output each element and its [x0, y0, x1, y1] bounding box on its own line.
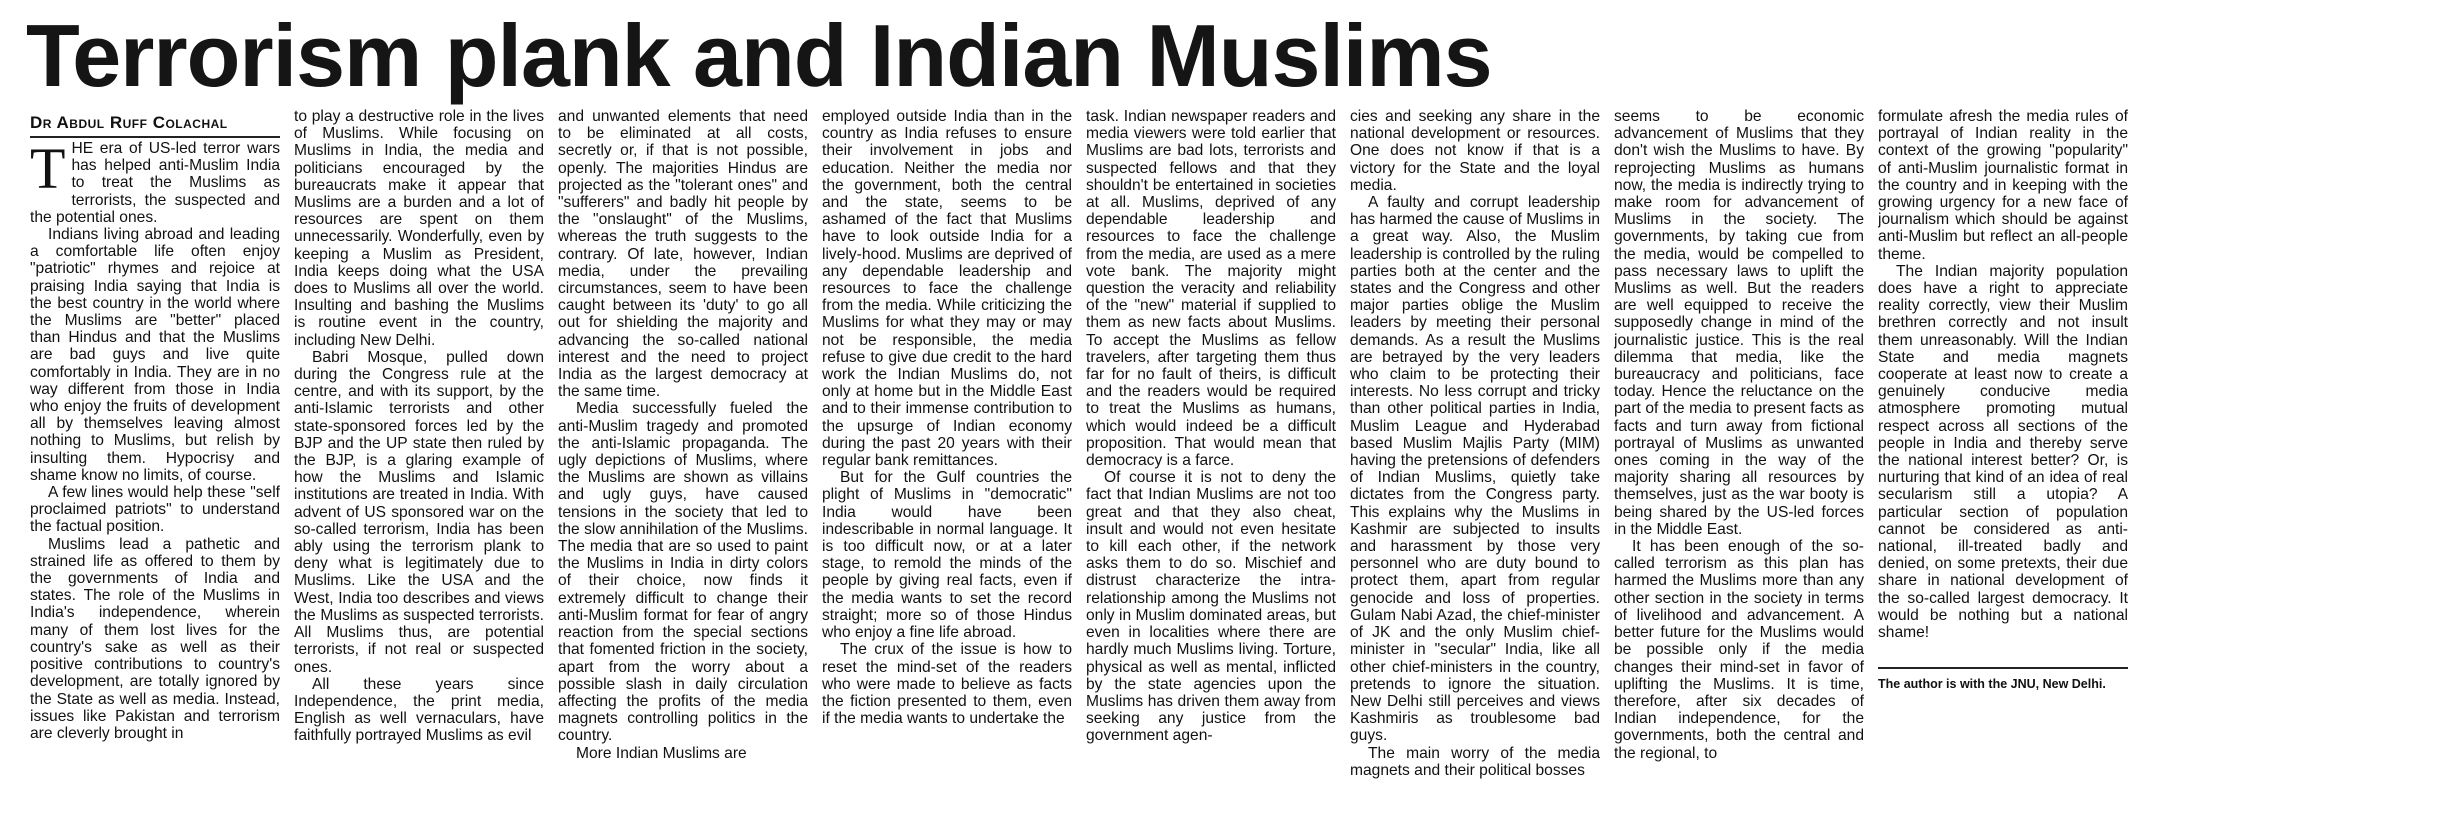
article-column-4: [822, 108, 1072, 818]
author-note-box: [1878, 667, 2128, 692]
article-paragraph: It has been enough of the so-called terrorism as this plan has harmed the Muslims more than any other section in the society in terms of livelihood and advancement. A better future for the Muslims would be possible only if the media changes their mind-set in favor of uplifting the Muslims. It is time, therefore, after six decades of Indian independence, for the governments, both the central and the regional, to: [1614, 538, 1864, 762]
article-column-8: [1878, 108, 2128, 818]
article-paragraph: Media successfully fueled the anti-Muslim tragedy and promoted the anti-Islamic propaganda. The ugly depictions of Muslims, where the Muslims are shown as villains and ugly guys, have caused tensions in the society that led to the slow annihilation of the Muslims. The media that are so used to paint the Muslims in India in dirty colors of their choice, now finds it extremely difficult to change their anti-Muslim format for fear of angry reaction from the special sections that fomented friction in the society, apart from the worry about a possible slash in daily circulation affecting the profits of the media magnets controlling politics in the country.: [558, 400, 808, 745]
article-paragraph: Babri Mosque, pulled down during the Congress rule at the centre, and with its support, by the anti-Islamic terrorists and other state-sponsored forces led by the BJP and the UP state then ruled by the BJP, is a glaring example of how the Muslims and Islamic institutions are treated in India. With advent of US sponsored war on the so-called terrorism, India has been ably using the terrorism plank to deny what is legitimately due to Muslims. Like the USA and the West, India too describes and views the Muslims as suspected terrorists. All Muslims thus, are potential terrorists, if not real or suspected ones.: [294, 348, 544, 676]
drop-cap: T: [30, 140, 66, 201]
article-paragraph: The Indian majority population does have a right to appreciate reality correctly, view their Muslim brethren correctly and not insult them unreasonably. Will the Indian State and media magnets cooperate at least now to create a genuinely conducive media atmosphere promoting mutual respect across all sections of the people in India and thereby serve the national interest better? Or, is nurturing that kind of an idea of real secularism still a utopia? A particular section of population cannot be considered as anti-national, ill-treated badly and denied, on some pretexts, their due share in national development of the so-called largest democracy. It would be nothing but a national shame!: [1878, 262, 2128, 642]
article-column-5: [1086, 108, 1336, 818]
article-paragraph: seems to be economic advancement of Muslims that they don't wish the Muslims to have. By reprojecting Muslims as humans now, the media is indirectly trying to make room for advancement of Muslims in the society. The governments, by taking cue from the media, would be compelled to pass necessary laws to uplift the Muslims as well. But the readers are well equipped to receive the supposedly change in mind of the journalistic justice. This is the real dilemma that media, like the bureaucracy and politicians, face today. Hence the reluctance on the part of the media to present facts as facts and turn away from fictional portrayal of Muslims as unwanted ones coming in the way of the majority sharing all resources by themselves, just as the war booty is being shared by the US-led forces in the Middle East.: [1614, 108, 1864, 538]
article-paragraph: Of course it is not to deny the fact that Indian Muslims are not too great and that they also cheat, insult and would not even hesitate to kill each other, if the network asks them to do so. Mischief and distrust characterize the intra-relationship among the Muslims not only in Muslim dominated areas, but even in localities where there are hardly much Muslims living. Torture, physical as well as mental, inflicted by the state agencies upon the Muslims has driven them away from seeking any justice from the government agen-: [1086, 469, 1336, 745]
article-paragraph: A few lines would help these "self proclaimed patriots" to understand the factual position.: [30, 484, 280, 536]
author-note: The author is with the JNU, New Delhi.: [1878, 677, 2106, 692]
article-column-3: [558, 108, 808, 818]
article-paragraph: More Indian Muslims are: [576, 744, 747, 762]
article-paragraph: cies and seeking any share in the national development or resources. One does not know if that is a victory for the State and the loyal media.: [1350, 108, 1600, 194]
article-column-2: [294, 108, 544, 818]
article-paragraph: and unwanted elements that need to be eliminated at all costs, secretly or, if that is not possible, openly. The majorities Hindus are projected as the "tolerant ones" and "sufferers" and badly hit people by the "onslaught" of the Muslims, whereas the truth suggests to the contrary. Of late, however, Indian media, under the prevailing circumstances, seem to have been caught between its 'duty' to go all out for shielding the majority and advancing the so-called national interest and the need to project India as the largest democracy at the same time.: [558, 108, 808, 401]
article-paragraph: All these years since Independence, the print media, English as well vernaculars, have faithfully portrayed Muslims as evil: [294, 675, 544, 745]
article-paragraph: But for the Gulf countries the plight of Muslims in "democratic" India would have been indescribable in normal language. It is too difficult now, or at a later stage, to remold the minds of the people by giving real facts, even if the media wants to set the record straight; more so of those Hindus who enjoy a fine life abroad.: [822, 469, 1072, 642]
headline: Terrorism plank and Indian Muslims: [26, 6, 1492, 105]
article-paragraph: Muslims lead a pathetic and strained life as offered to them by the governments of India and states. The role of the Muslims in India's independence, wherein many of them lost lives for the country's sake as well as their positive contributions to country's development, are totally ignored by the State as well as media. Instead, issues like Pakistan and terrorism are cleverly brought in: [30, 535, 280, 742]
paragraph-text: HE era of US-led terror wars has helped anti-Muslim India to treat the Muslims as terrorists, the suspected and the potential ones.: [30, 140, 280, 226]
article-column-7: [1614, 108, 1864, 818]
byline: Dr Abdul Ruff Colachal: [30, 113, 280, 138]
article-paragraph: to play a destructive role in the lives of Muslims. While focusing on Muslims in India, the media and politicians encouraged by the bureaucrats make it appear that Muslims are a burden and a lot of resources are spent on them unnecessarily. Wonderfully, even by keeping a Muslim as President, India keeps doing what the USA does to Muslims all over the world. Insulting and bashing the Muslims is routine event in the country, including New Delhi.: [294, 108, 544, 349]
article-paragraph: employed outside India than in the country as India refuses to ensure their involvement in jobs and education. Neither the media nor the government, both the central and the state, seems to be ashamed of the fact that Muslims have to look outside India for a lively-hood. Muslims are deprived of any dependable leadership and resources to face the challenge from the media. While criticizing the Muslims for what they may or may not be responsible, the media refuse to give due credit to the hard work the Indian Muslims do, not only at home but in the Middle East and to their immense contribution to the upsurge of Indian economy during the past 20 years with their regular bank remittances.: [822, 108, 1072, 470]
article-column-1: [30, 140, 280, 818]
article-paragraph: A faulty and corrupt leadership has harmed the cause of Muslims in a great way. Also, the Muslim leadership is controlled by the ruling parties both at the center and the states and the Congress and other major parties oblige the Muslim leaders by meeting their personal demands. As a result the Muslims are betrayed by the very leaders who claim to be protecting their interests. No less corrupt and tricky than other political parties in India, Muslim League and Hyderabad based Muslim Majlis Party (MIM) having the pretensions of defenders of Indian Muslims, quietly take dictates from the Congress party. This explains why the Muslims in Kashmir are subjected to insults and harassment by those very personnel who are duty bound to protect them, apart from regular genocide and loss of properties. Gulam Nabi Azad, the chief-minister of JK and the only Muslim chief-minister in "secular" India, like all other chief-ministers in the country, pretends to ignore the situation. New Delhi still perceives and views Kashmiris as troublesome bad guys.: [1350, 194, 1600, 745]
article-paragraph: The crux of the issue is how to reset the mind-set of the readers who were made to believe as facts the fiction presented to them, even if the media wants to undertake the: [822, 641, 1072, 728]
article-paragraph: task. Indian newspaper readers and media viewers were told earlier that Muslims are bad lots, terrorists and suspected fellows and that they shouldn't be entertained in societies at all. Muslims, deprived of any dependable leadership and resources to face the challenge from the media, are used as a mere vote bank. The majority might question the veracity and reliability of the "new" material if supplied to them as new facts about Muslims. To accept the Muslims as fellow travelers, after targeting them thus far for no fault of theirs, is difficult and the readers would be required to treat the Muslims as humans, which would indeed be a difficult proposition. That would mean that democracy is a farce.: [1086, 108, 1336, 470]
article-paragraph: [30, 140, 280, 226]
article-paragraph: Indians living abroad and leading a comfortable life often enjoy "patriotic" rhymes and rejoice at praising India saying that India is the best country in the world where the Muslims are "better" placed than Hindus and that the Muslims are bad guys and live quite comfortably in India. They are in no way different from those in India who enjoy the fruits of development all by themselves leaving almost nothing to Muslims, but relish by insulting them. Hypocrisy and shame know no limits, of course.: [30, 226, 280, 484]
article-paragraph: The main worry of the media magnets and their political bosses: [1350, 744, 1600, 779]
article-paragraph: formulate afresh the media rules of portrayal of Indian reality in the context of the growing "popularity" of anti-Muslim journalistic format in the country and in keeping with the growing urgency for a new face of journalism which should be against anti-Muslim but reflect an all-people theme.: [1878, 108, 2128, 263]
article-column-6: [1350, 108, 1600, 818]
